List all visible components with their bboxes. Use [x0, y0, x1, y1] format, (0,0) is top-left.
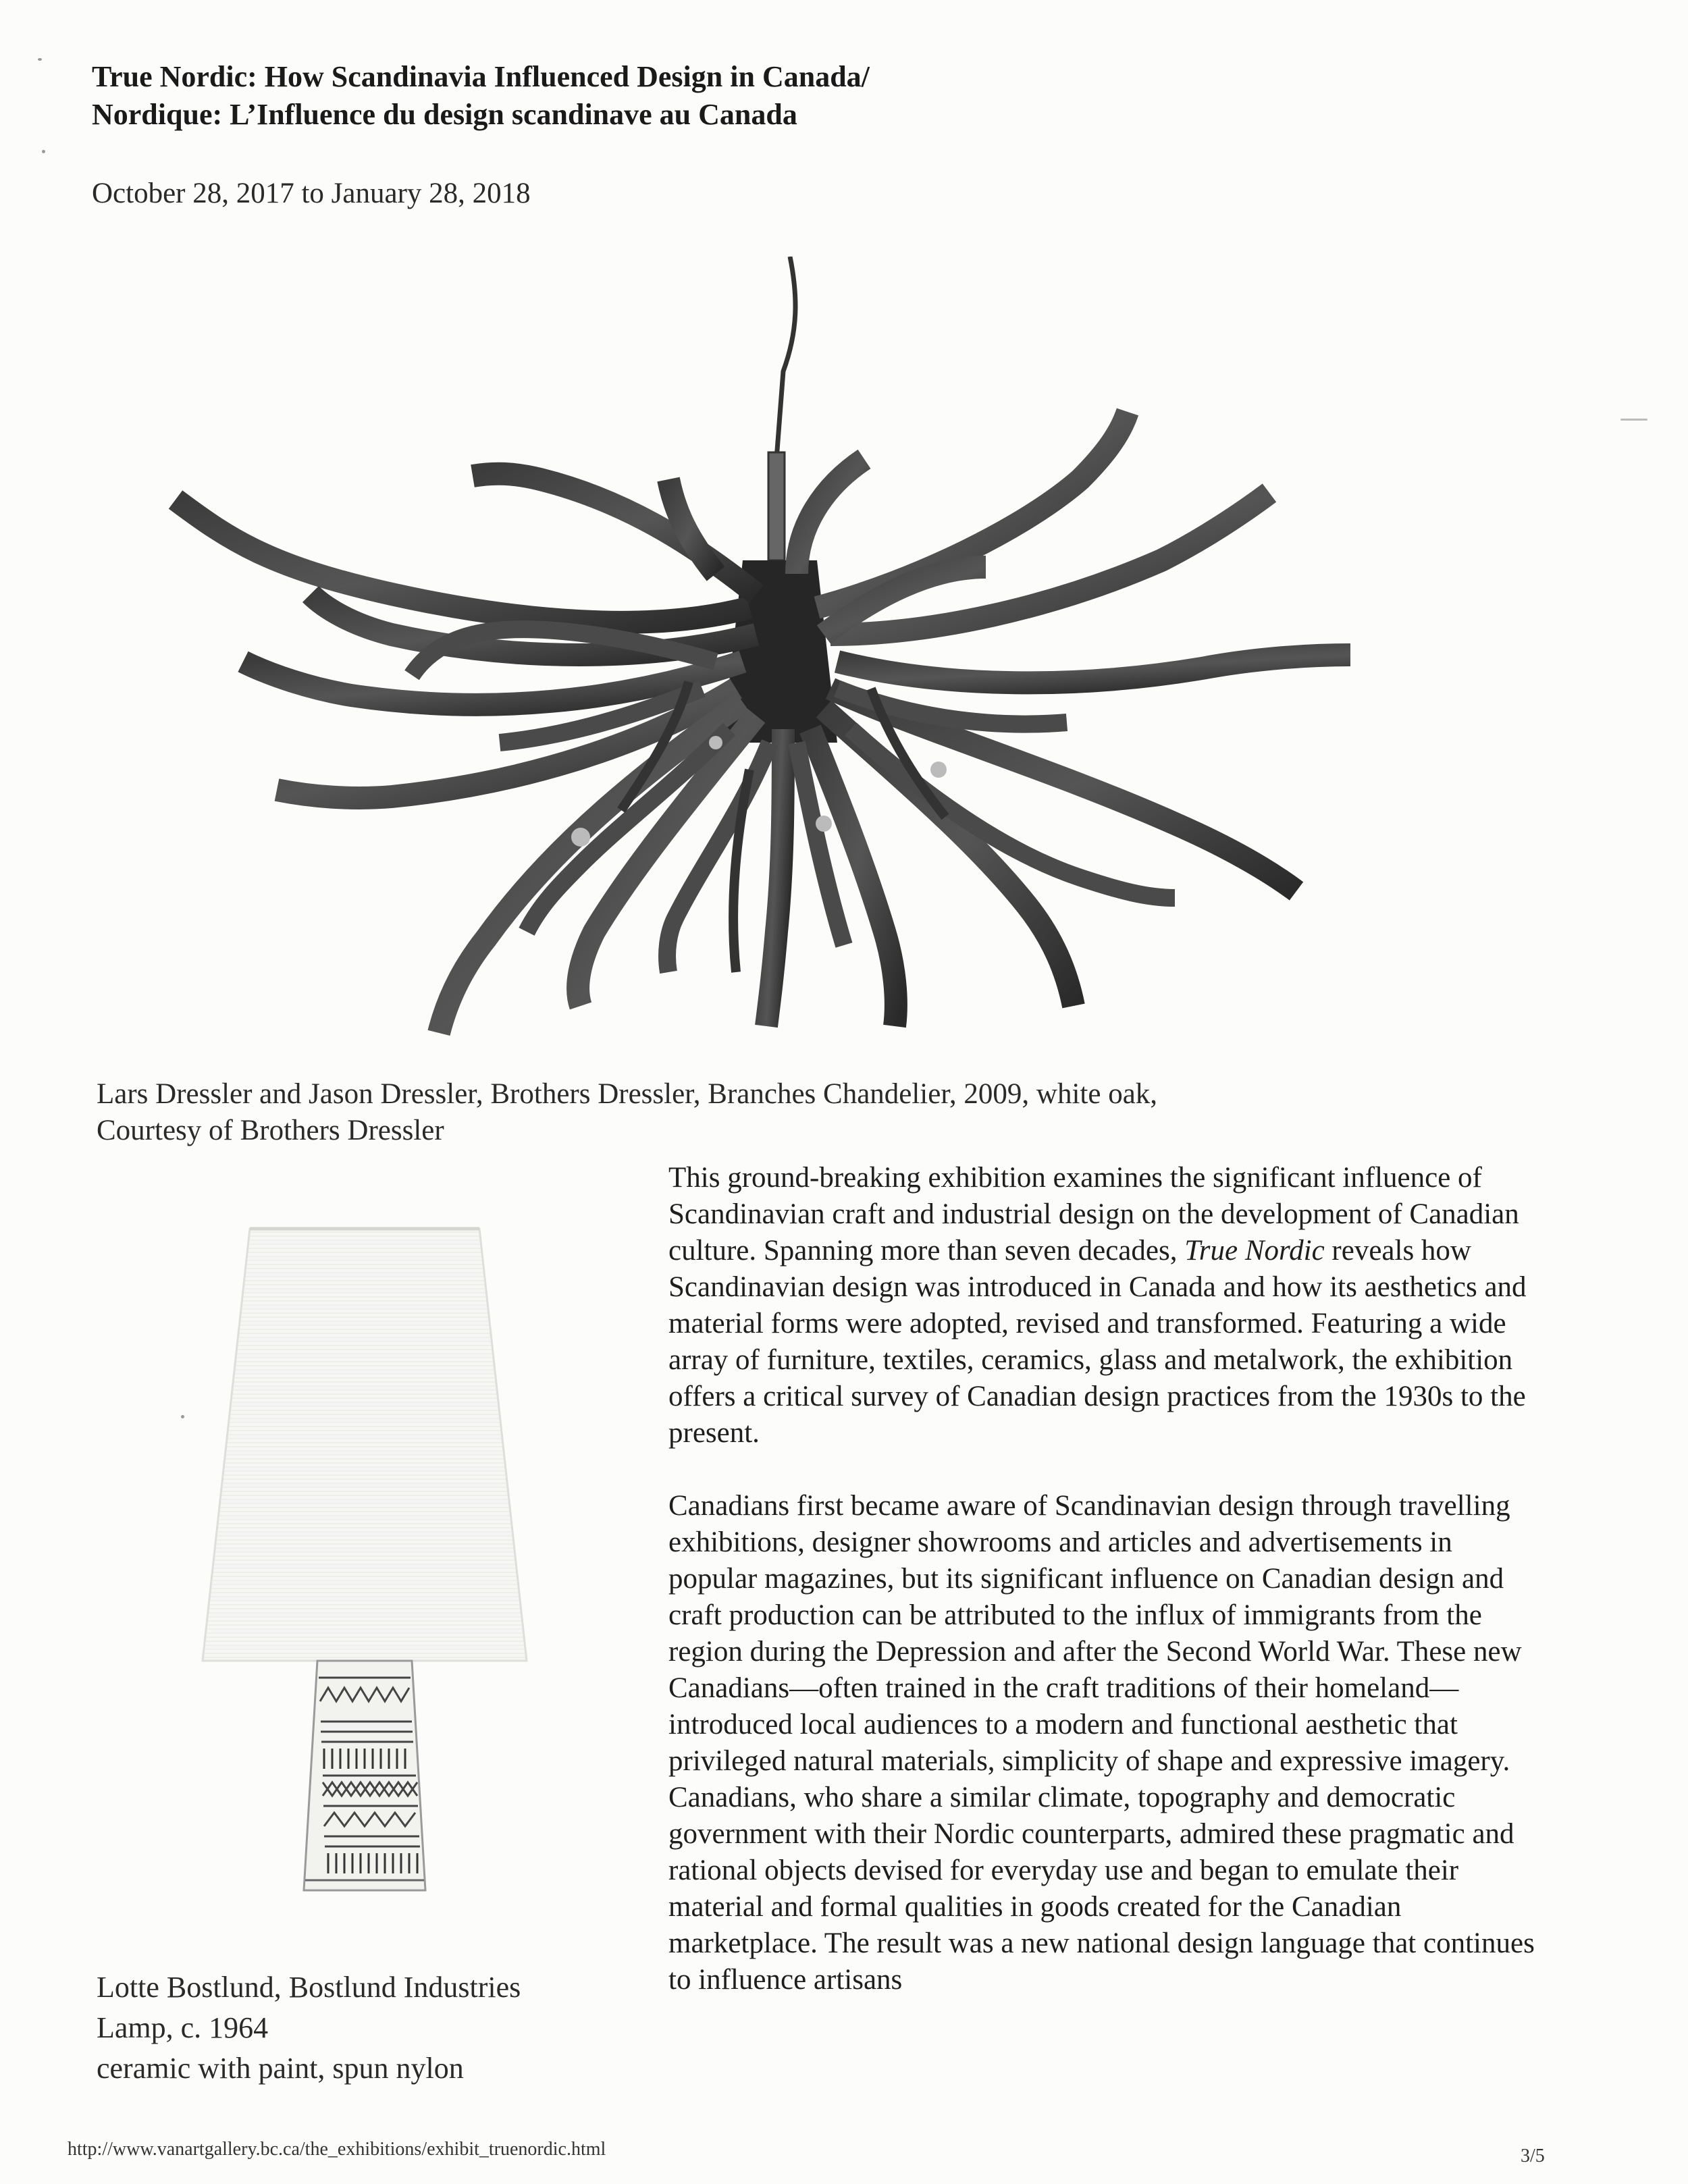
page-number: 3/5 — [1521, 2146, 1545, 2166]
title-line-2: Nordique: L’Influence du design scandinave au Canada — [92, 98, 797, 131]
scan-speck — [1620, 419, 1647, 421]
lamp-base — [304, 1661, 425, 1890]
lamp-photo — [189, 1202, 540, 1904]
chandelier-caption — [97, 1076, 1157, 1149]
lamp-caption-line-2: Lamp, c. 1964 — [97, 2011, 269, 2044]
title-line-1: True Nordic: How Scandinavia Influenced Design in Canada/ — [92, 60, 870, 93]
paragraph-1-start: This ground-breaking exhibition examines the significant influence of Scandinavian craft and industrial design on the development of Canadian culture. Spanning more than seven decades, — [668, 1162, 1519, 1267]
paragraph-2: Canadians first became aware of Scandinavian design through travelling exhibitions, designer showrooms and articles and advertisements in popular magazines, but its significant influence on Canadian design and craft production can be attributed to the influx of immigrants from the region during the Depression and after the Second World War. These new Canadians—often trained in the craft traditions of their homeland—introduced local audiences to a modern and functional aesthetic that privileged natural materials, simplicity of shape and expressive imagery. Canadians, who share a similar climate, topography and democratic government with their Nordic counterparts, admired these pragmatic and rational objects devised for everyday use and began to emulate their material and formal qualities in goods created for the Canadian marketplace. The result was a new national design language that continues to influence artisans — [668, 1490, 1535, 1996]
exhibition-dates: October 28, 2017 to January 28, 2018 — [92, 178, 531, 209]
exhibition-description — [668, 1160, 1546, 1998]
chandelier-caption-line-2: Courtesy of Brothers Dressler — [97, 1115, 444, 1146]
lamp-shade — [203, 1229, 527, 1661]
chandelier-branches — [176, 412, 1350, 1033]
exhibition-title-italic: True Nordic — [1184, 1235, 1325, 1267]
scan-speck — [38, 58, 42, 61]
paragraph-1 — [668, 1160, 1546, 1451]
scan-speck — [42, 150, 45, 153]
hanging-cord — [776, 257, 795, 459]
lamp-caption-line-3: ceramic with paint, spun nylon — [97, 2052, 464, 2085]
scan-speck — [181, 1415, 184, 1418]
cord-fitting — [768, 452, 785, 560]
footer-url: http://www.vanartgallery.bc.ca/the_exhibitions/exhibit_truenordic.html — [68, 2139, 606, 2160]
paragraph-1-end: reveals how Scandinavian design was introduced in Canada and how its aesthetics and material forms were adopted, revised and transformed. Featuring a wide array of furniture, textiles, ceramics, glass and metalwork, the exhibition offers a critical survey of Canadian design practices from the 1930s to the present. — [668, 1235, 1527, 1449]
chandelier-photo — [108, 257, 1458, 1046]
lamp-caption-line-1: Lotte Bostlund, Bostlund Industries — [97, 1971, 521, 2004]
page-title — [92, 58, 1577, 134]
chandelier-caption-line-1: Lars Dressler and Jason Dressler, Brothers Dressler, Branches Chandelier, 2009, white oak, — [97, 1078, 1158, 1110]
lamp-caption — [97, 1967, 521, 2089]
